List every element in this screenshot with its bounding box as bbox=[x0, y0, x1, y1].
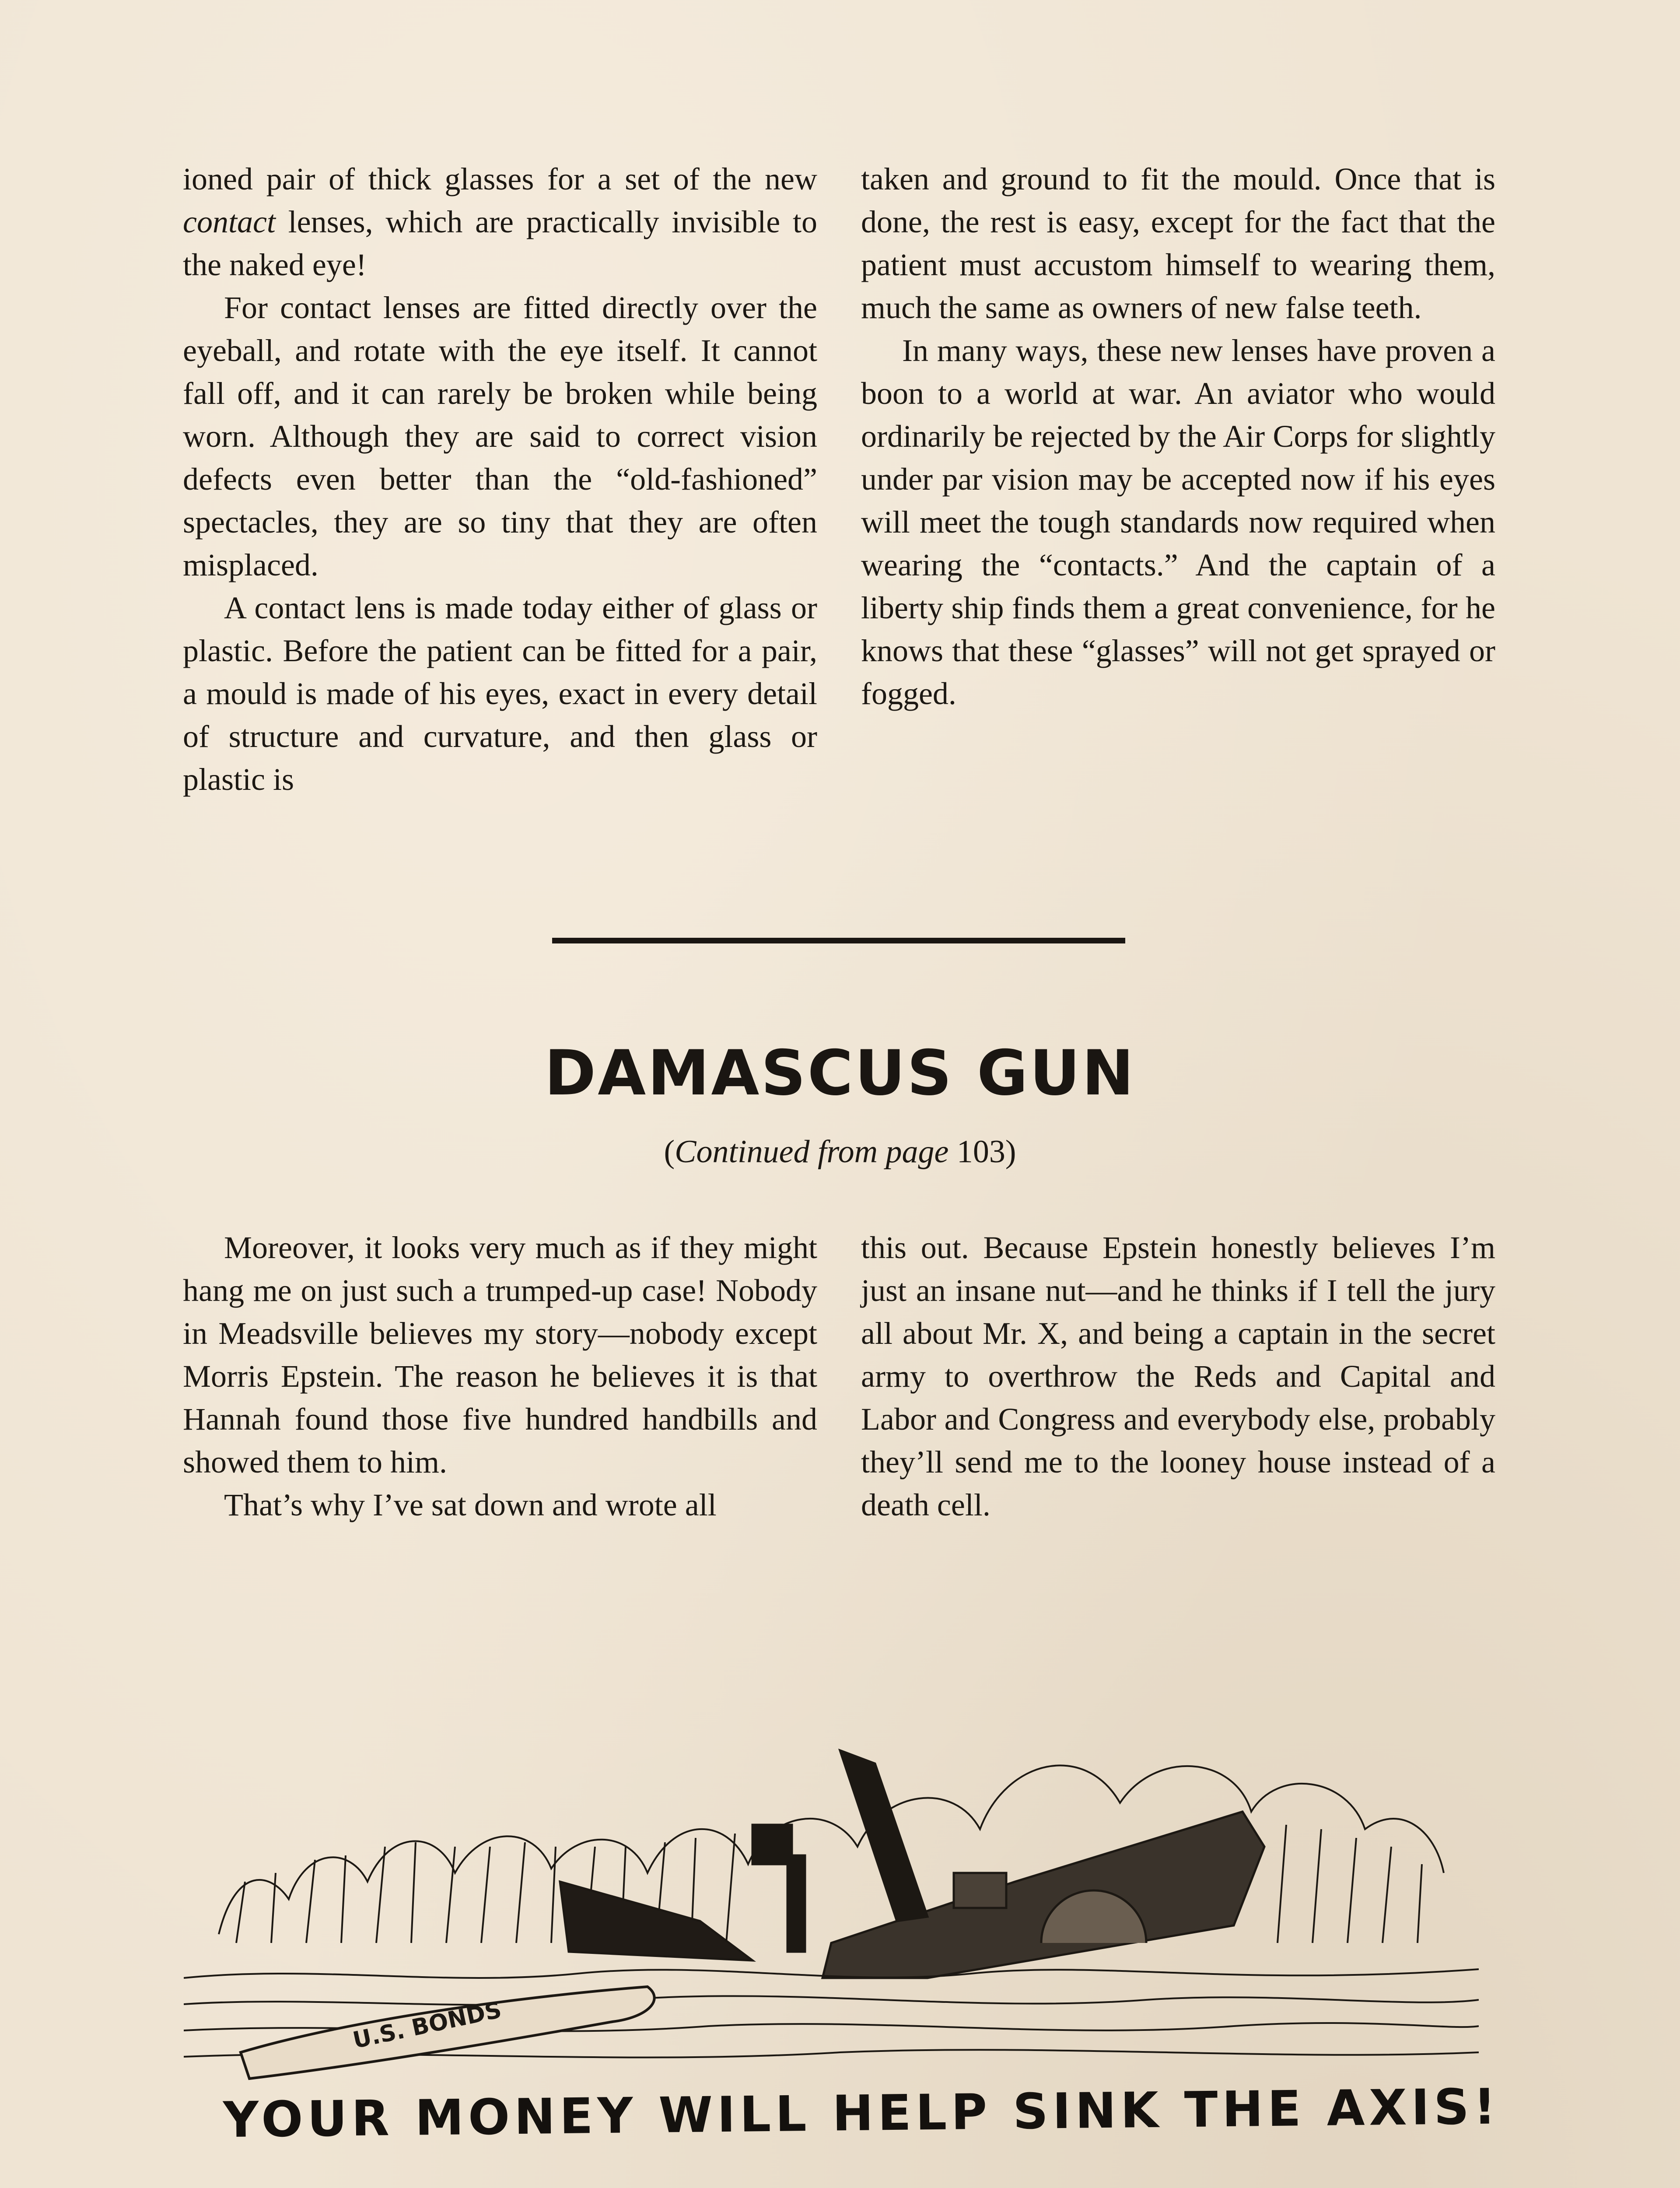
paragraph bbox=[183, 1226, 817, 1483]
continued-note-text: Continued from page bbox=[675, 1134, 949, 1170]
section-divider bbox=[552, 938, 1125, 943]
paragraph bbox=[183, 1483, 817, 1526]
paragraph-text: That’s why I’ve sat down and wrote all bbox=[224, 1487, 717, 1522]
article-column-right bbox=[861, 158, 1495, 715]
paragraph-text: ioned pair of thick glasses for a set of the new bbox=[183, 161, 817, 196]
torpedo-label: U.S. BONDS bbox=[350, 1997, 504, 2054]
paragraph-text: In many ways, these new lenses have proven a boon to a world at war. An aviator who would ordinarily be rejected by the Air Corps for slightly under par vision may be accepted now if his eyes will meet the tough standards now required when wearing the “contacts.” And the captain of a liberty ship finds them a great convenience, for he knows that these “glasses” will not get sprayed or fogged. bbox=[861, 333, 1495, 711]
paragraph-text: Moreover, it looks very much as if they might hang me on just such a trumped-up case! Nobody in Meadsville believes my story—nobody except Morris Epstein. The reason he believes it is that Hannah found those five hundred handbills and showed them to him. bbox=[183, 1230, 817, 1480]
bonds-torpedo bbox=[241, 1987, 654, 2079]
article-column-left bbox=[183, 158, 817, 801]
paragraph-text: this out. Because Epstein honestly believes I’m just an insane nut—and he thinks if I tell the jury all about Mr. X, and being a captain in the secret army to overthrow the Reds and Capital and Labor and Congress and everybody else, probably they’ll send me to the looney house instead of a death cell. bbox=[861, 1230, 1495, 1522]
paragraph-text: lenses, which are practically invisible to the naked eye! bbox=[183, 204, 817, 282]
paragraph bbox=[861, 329, 1495, 715]
paragraph-text: taken and ground to fit the mould. Once that is done, the rest is easy, except for the fact that the patient must accustom himself to wearing them, much the same as owners of new false teeth. bbox=[861, 161, 1495, 325]
paragraph bbox=[183, 586, 817, 801]
continued-note bbox=[0, 1133, 1680, 1171]
continued-note-close: ) bbox=[1005, 1134, 1016, 1170]
paragraph bbox=[861, 1226, 1495, 1526]
paragraph bbox=[183, 158, 817, 286]
paragraph bbox=[183, 286, 817, 586]
sinking-ship bbox=[560, 1750, 1264, 1978]
story-column-right bbox=[861, 1226, 1495, 1526]
paragraph-text: For contact lenses are fitted directly over the eyeball, and rotate with the eye itself. It cannot fall off, and it can rarely be broken while being worn. Although they are said to correct vision defects even better than the “old-fashioned” spectacles, they are so tiny that they are often misplaced. bbox=[183, 290, 817, 582]
paragraph bbox=[861, 158, 1495, 329]
continued-note-page: 103 bbox=[948, 1134, 1005, 1170]
cartoon-caption: YOUR MONEY WILL HELP SINK THE AXIS! bbox=[223, 2078, 1501, 2149]
continued-note-open: ( bbox=[664, 1134, 675, 1170]
story-column-left bbox=[183, 1226, 817, 1526]
paragraph-text: contact bbox=[183, 204, 276, 239]
paragraph-text: A contact lens is made today either of glass or plastic. Before the patient can be fitted for a pair, a mould is made of his eyes, exact in every detail of structure and curvature, and then glass or plastic is bbox=[183, 590, 817, 797]
story-title: DAMASCUS GUN bbox=[544, 1037, 1136, 1109]
